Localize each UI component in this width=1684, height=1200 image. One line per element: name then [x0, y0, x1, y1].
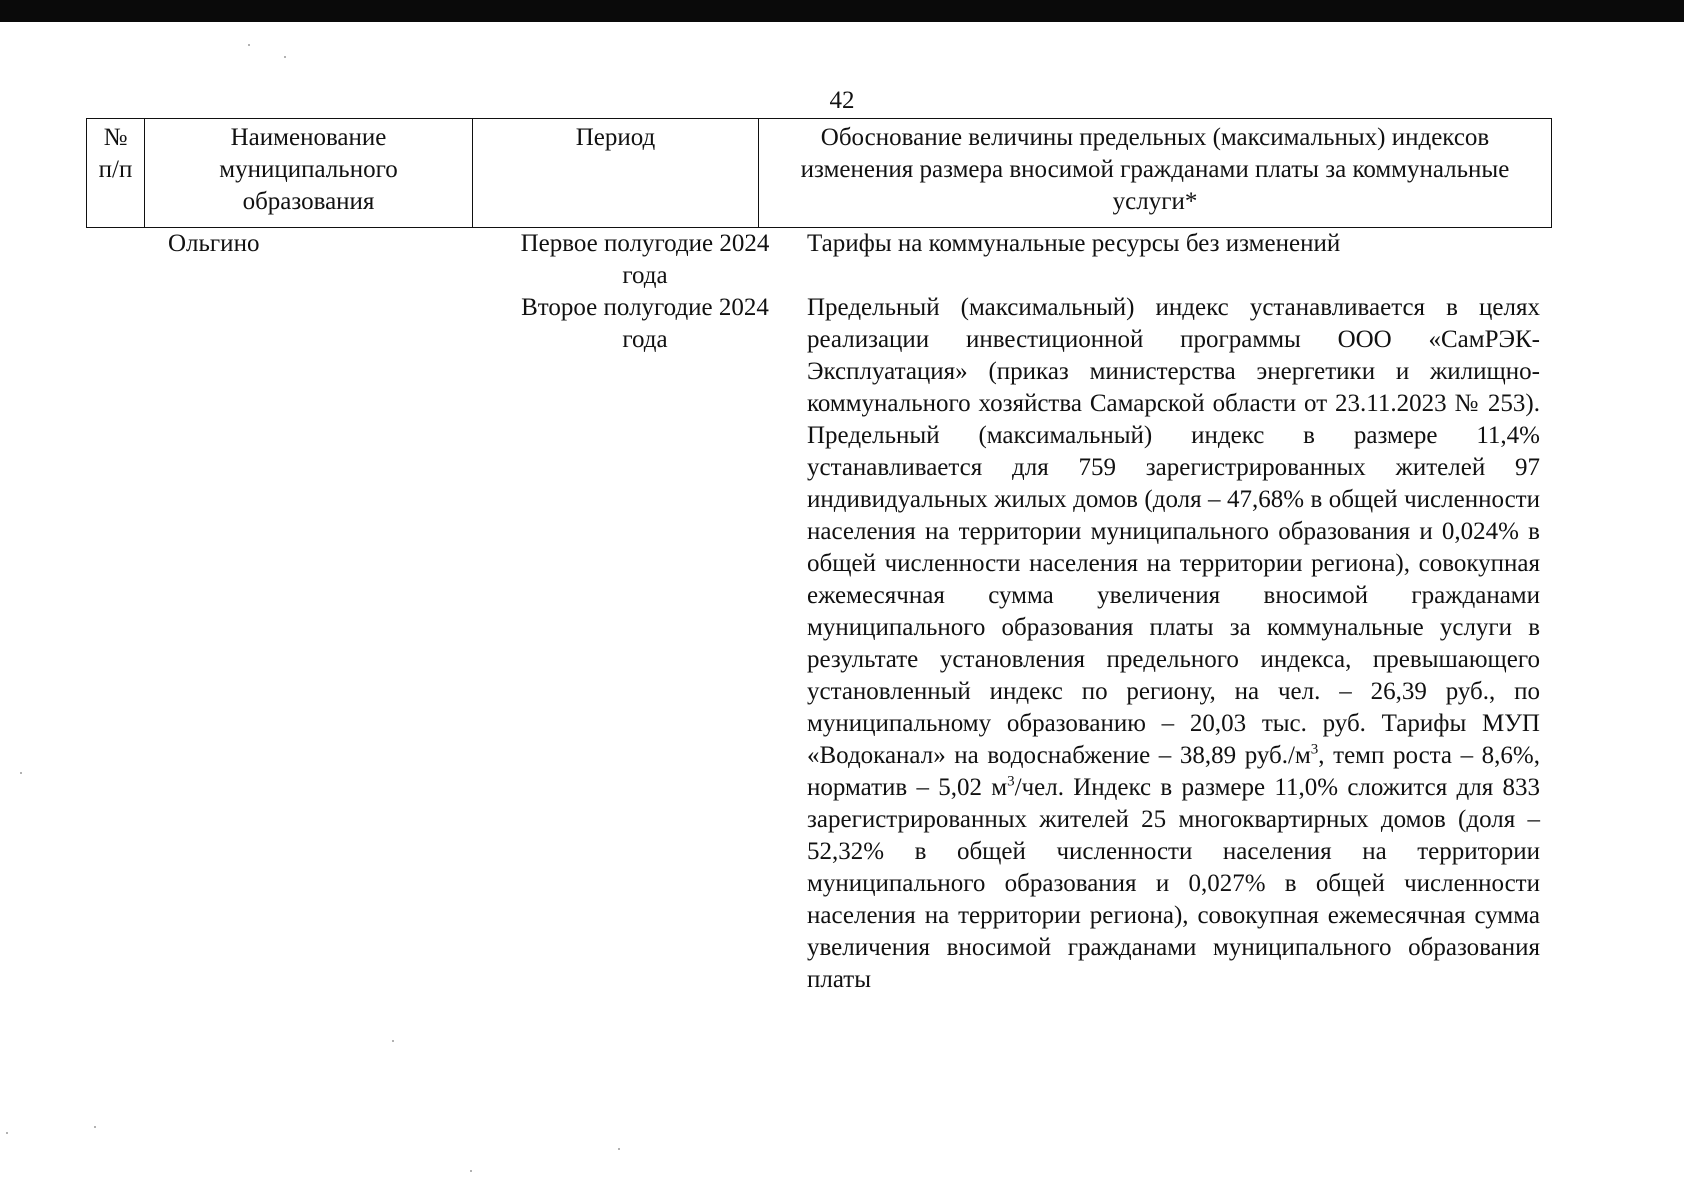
scan-top-border: [0, 0, 1684, 22]
justification-second-half: [807, 292, 1540, 996]
justification-text-3: /чел. Индекс в размере 11,0% сложится для 833 зарегистрированных жителей 25 многоквартирных домов (доля – 52,32% в общей численности населения на территории муниципального образования и 0,027% в общей численности населения на территории региона), совокупная ежемесячная сумма увеличения вносимой гражданами муниципального образования платы: [807, 774, 1540, 993]
justification-first-half: Тарифы на коммунальные ресурсы без изменений: [807, 230, 1341, 257]
table-header: [86, 118, 1552, 228]
header-period: Период: [473, 119, 759, 228]
scan-speck: [248, 44, 250, 46]
scan-speck: [284, 56, 286, 58]
scan-speck: [470, 1170, 472, 1172]
scan-speck: [392, 1040, 394, 1042]
justification-text-2: , темп роста – 8,6%, норматив – 5,02 м: [807, 742, 1541, 801]
scan-speck: [20, 772, 22, 774]
period-first-half: Первое полугодие 2024 года: [520, 230, 770, 289]
scan-speck: [6, 1132, 8, 1134]
superscript-cubic-1: 3: [1310, 741, 1319, 758]
scan-speck: [94, 1126, 96, 1128]
header-number: № п/п: [87, 119, 145, 228]
scan-speck: [618, 1148, 620, 1150]
period-second-half: Второе полугодие 2024 года: [521, 294, 769, 353]
page-number: 42: [829, 87, 855, 114]
superscript-cubic-2: 3: [1007, 773, 1015, 790]
municipality-name: Ольгино: [168, 230, 260, 257]
header-justification: Обоснование величины предельных (максимальных) индексов изменения размера вносимой гражданами платы за коммунальные услуги*: [759, 119, 1552, 228]
justification-text-1: Предельный (максимальный) индекс устанавливается в целях реализации инвестиционной программы ООО «СамРЭК-Эксплуатация» (приказ министерства энергетики и жилищно-коммунального хозяйства Самарской области от 23.11.2023 № 253). Предельный (максимальный) индекс в размере 11,4% устанавливается для 759 зарегистрированных жителей 97 индивидуальных жилых домов (доля – 47,68% в общей численности населения на территории муниципального образования и 0,024% в общей численности населения на территории региона), совокупная ежемесячная сумма увеличения вносимой гражданами муниципального образования платы за коммунальные услуги в результате установления предельного индекса, превышающего установленный индекс по региону, на чел. – 26,39 руб., по муниципальному образованию – 20,03 тыс. руб. Тарифы МУП «Водоканал» на водоснабжение – 38,89 руб./м: [807, 294, 1540, 769]
header-municipality: Наименование муниципального образования: [145, 119, 473, 228]
